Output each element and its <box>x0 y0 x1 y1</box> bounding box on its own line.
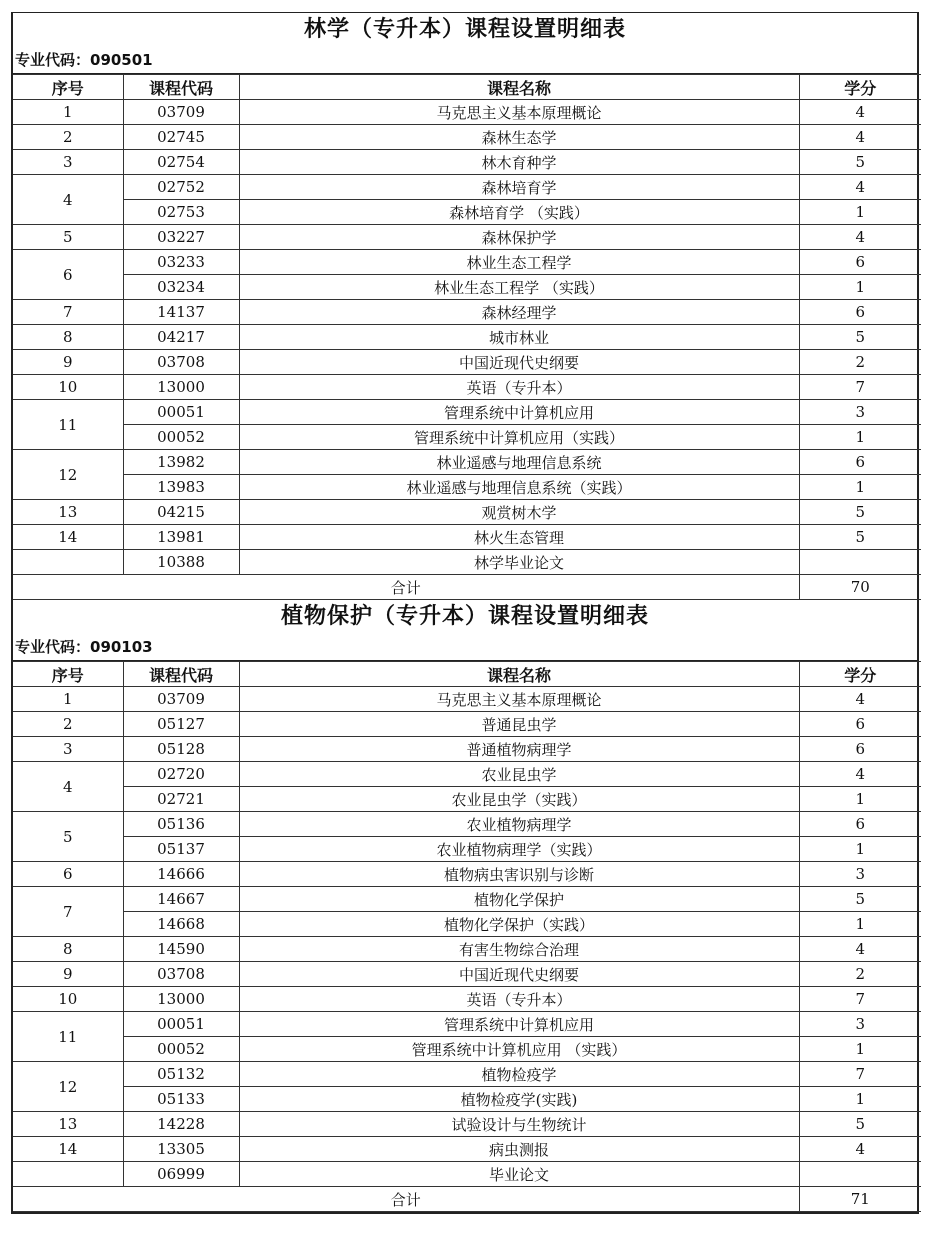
table-row <box>13 225 921 250</box>
course-credit: 4 <box>799 937 921 962</box>
course-name: 中国近现代史纲要 <box>239 350 799 375</box>
course-code: 05136 <box>123 812 239 837</box>
course-name: 管理系统中计算机应用（实践） <box>239 425 799 450</box>
course-code: 04215 <box>123 500 239 525</box>
course-code: 03233 <box>123 250 239 275</box>
course-code: 00051 <box>123 1012 239 1037</box>
course-credit: 4 <box>799 762 921 787</box>
course-code: 13982 <box>123 450 239 475</box>
course-name: 观赏树木学 <box>239 500 799 525</box>
course-credit: 1 <box>799 475 921 500</box>
row-number: 4 <box>13 762 123 812</box>
course-name: 森林经理学 <box>239 300 799 325</box>
row-number: 12 <box>13 1062 123 1112</box>
course-credit: 6 <box>799 812 921 837</box>
column-header: 课程名称 <box>239 662 799 687</box>
column-header: 序号 <box>13 75 123 100</box>
table-row <box>13 200 921 225</box>
course-code: 14590 <box>123 937 239 962</box>
row-number: 7 <box>13 887 123 937</box>
course-table <box>13 661 921 1212</box>
course-credit: 6 <box>799 450 921 475</box>
course-credit: 6 <box>799 712 921 737</box>
course-credit: 5 <box>799 500 921 525</box>
course-name: 农业昆虫学（实践） <box>239 787 799 812</box>
table-row <box>13 550 921 575</box>
course-credit: 4 <box>799 175 921 200</box>
course-name: 植物病虫害识别与诊断 <box>239 862 799 887</box>
table-row <box>13 400 921 425</box>
table-row <box>13 737 921 762</box>
table-row <box>13 962 921 987</box>
course-code: 03709 <box>123 100 239 125</box>
row-number: 2 <box>13 125 123 150</box>
course-code: 04217 <box>123 325 239 350</box>
course-code: 02721 <box>123 787 239 812</box>
course-name: 林学毕业论文 <box>239 550 799 575</box>
course-credit: 3 <box>799 862 921 887</box>
course-name: 林业遥感与地理信息系统 <box>239 450 799 475</box>
row-number: 9 <box>13 350 123 375</box>
course-table <box>13 74 921 600</box>
table-row <box>13 375 921 400</box>
table-row <box>13 125 921 150</box>
table-row <box>13 1062 921 1087</box>
table-row <box>13 787 921 812</box>
row-number: 12 <box>13 450 123 500</box>
course-credit: 2 <box>799 962 921 987</box>
course-name: 英语（专升本） <box>239 987 799 1012</box>
course-name: 林业遥感与地理信息系统（实践） <box>239 475 799 500</box>
course-code: 06999 <box>123 1162 239 1187</box>
table-row <box>13 937 921 962</box>
table-row <box>13 1162 921 1187</box>
table-row <box>13 475 921 500</box>
table-row <box>13 100 921 125</box>
course-name: 森林生态学 <box>239 125 799 150</box>
course-code: 00052 <box>123 425 239 450</box>
course-code: 02745 <box>123 125 239 150</box>
course-name: 病虫测报 <box>239 1137 799 1162</box>
course-name: 林木育种学 <box>239 150 799 175</box>
course-name: 植物化学保护 <box>239 887 799 912</box>
table-row <box>13 150 921 175</box>
course-code: 03227 <box>123 225 239 250</box>
course-name: 农业昆虫学 <box>239 762 799 787</box>
row-number: 3 <box>13 150 123 175</box>
course-credit: 7 <box>799 1062 921 1087</box>
course-code: 02753 <box>123 200 239 225</box>
course-name: 管理系统中计算机应用 <box>239 1012 799 1037</box>
row-number: 8 <box>13 937 123 962</box>
course-credit: 7 <box>799 987 921 1012</box>
course-code: 13983 <box>123 475 239 500</box>
table-row <box>13 525 921 550</box>
course-credit: 3 <box>799 400 921 425</box>
table-row <box>13 425 921 450</box>
table-row <box>13 1087 921 1112</box>
course-code: 03709 <box>123 687 239 712</box>
table-row <box>13 712 921 737</box>
table-row <box>13 500 921 525</box>
row-number: 2 <box>13 712 123 737</box>
row-number: 1 <box>13 100 123 125</box>
course-code: 00051 <box>123 400 239 425</box>
course-credit: 1 <box>799 912 921 937</box>
course-credit: 1 <box>799 200 921 225</box>
course-name: 马克思主义基本原理概论 <box>239 687 799 712</box>
course-code: 02720 <box>123 762 239 787</box>
course-code: 14667 <box>123 887 239 912</box>
table-row <box>13 862 921 887</box>
table-row <box>13 450 921 475</box>
table-title: 植物保护（专升本）课程设置明细表 <box>280 604 649 629</box>
course-credit: 4 <box>799 125 921 150</box>
table-row <box>13 275 921 300</box>
course-name: 林业生态工程学 （实践） <box>239 275 799 300</box>
table-row <box>13 1037 921 1062</box>
table-row <box>13 350 921 375</box>
course-credit: 5 <box>799 887 921 912</box>
row-number: 6 <box>13 250 123 300</box>
course-name: 林业生态工程学 <box>239 250 799 275</box>
course-name: 英语（专升本） <box>239 375 799 400</box>
table-row <box>13 250 921 275</box>
table-row <box>13 1112 921 1137</box>
course-code: 05128 <box>123 737 239 762</box>
row-number: 14 <box>13 1137 123 1162</box>
total-row <box>13 575 921 600</box>
row-number: 14 <box>13 525 123 550</box>
course-code: 14137 <box>123 300 239 325</box>
row-number: 13 <box>13 1112 123 1137</box>
header-row <box>13 662 921 687</box>
total-row <box>13 1187 921 1212</box>
course-name: 农业植物病理学 <box>239 812 799 837</box>
course-code: 13000 <box>123 987 239 1012</box>
course-name: 毕业论文 <box>239 1162 799 1187</box>
table-row <box>13 987 921 1012</box>
row-number: 7 <box>13 300 123 325</box>
course-name: 林火生态管理 <box>239 525 799 550</box>
course-name: 城市林业 <box>239 325 799 350</box>
course-credit: 4 <box>799 687 921 712</box>
table-row <box>13 687 921 712</box>
row-number: 8 <box>13 325 123 350</box>
course-credit: 1 <box>799 275 921 300</box>
table-row <box>13 762 921 787</box>
course-code: 03708 <box>123 350 239 375</box>
course-credit <box>799 1162 921 1187</box>
course-name: 试验设计与生物统计 <box>239 1112 799 1137</box>
table-row <box>13 812 921 837</box>
course-name: 森林培育学 <box>239 175 799 200</box>
course-table-section <box>13 13 917 600</box>
course-code: 05137 <box>123 837 239 862</box>
course-credit: 7 <box>799 375 921 400</box>
course-code: 05133 <box>123 1087 239 1112</box>
course-name: 森林保护学 <box>239 225 799 250</box>
course-credit: 1 <box>799 787 921 812</box>
course-name: 中国近现代史纲要 <box>239 962 799 987</box>
table-title: 林学（专升本）课程设置明细表 <box>303 17 626 42</box>
row-number <box>13 1162 123 1187</box>
course-code: 14668 <box>123 912 239 937</box>
row-number: 5 <box>13 225 123 250</box>
column-header: 序号 <box>13 662 123 687</box>
total-label: 合计 <box>13 575 799 600</box>
column-header: 课程名称 <box>239 75 799 100</box>
table-row <box>13 300 921 325</box>
row-number: 4 <box>13 175 123 225</box>
course-credit: 3 <box>799 1012 921 1037</box>
table-row <box>13 175 921 200</box>
row-number: 3 <box>13 737 123 762</box>
course-name: 森林培育学 （实践） <box>239 200 799 225</box>
major-code: 专业代码：090103 <box>13 634 917 661</box>
column-header: 学分 <box>799 662 921 687</box>
course-code: 14228 <box>123 1112 239 1137</box>
course-name: 植物检疫学 <box>239 1062 799 1087</box>
table-row <box>13 1137 921 1162</box>
row-number <box>13 550 123 575</box>
course-code: 13000 <box>123 375 239 400</box>
column-header: 课程代码 <box>123 662 239 687</box>
column-header: 课程代码 <box>123 75 239 100</box>
row-number: 9 <box>13 962 123 987</box>
total-label: 合计 <box>13 1187 799 1212</box>
course-credit: 5 <box>799 525 921 550</box>
course-code: 02752 <box>123 175 239 200</box>
course-credit: 5 <box>799 150 921 175</box>
course-name: 农业植物病理学（实践） <box>239 837 799 862</box>
course-credit: 2 <box>799 350 921 375</box>
course-code: 13305 <box>123 1137 239 1162</box>
course-code: 03234 <box>123 275 239 300</box>
course-code: 14666 <box>123 862 239 887</box>
course-credit: 1 <box>799 425 921 450</box>
table-row <box>13 325 921 350</box>
course-code: 00052 <box>123 1037 239 1062</box>
row-number: 11 <box>13 400 123 450</box>
course-credit: 5 <box>799 325 921 350</box>
row-number: 5 <box>13 812 123 862</box>
row-number: 10 <box>13 987 123 1012</box>
course-credit: 4 <box>799 100 921 125</box>
course-name: 普通植物病理学 <box>239 737 799 762</box>
course-credit: 6 <box>799 300 921 325</box>
course-code: 05127 <box>123 712 239 737</box>
course-code: 05132 <box>123 1062 239 1087</box>
course-credit: 1 <box>799 1037 921 1062</box>
course-name: 普通昆虫学 <box>239 712 799 737</box>
course-credit: 1 <box>799 1087 921 1112</box>
course-credit: 4 <box>799 225 921 250</box>
course-name: 马克思主义基本原理概论 <box>239 100 799 125</box>
major-code: 专业代码：090501 <box>13 47 917 74</box>
course-sheet <box>11 12 919 1214</box>
column-header: 学分 <box>799 75 921 100</box>
row-number: 13 <box>13 500 123 525</box>
course-name: 植物检疫学(实践) <box>239 1087 799 1112</box>
course-name: 植物化学保护（实践） <box>239 912 799 937</box>
course-code: 03708 <box>123 962 239 987</box>
course-code: 10388 <box>123 550 239 575</box>
table-row <box>13 887 921 912</box>
total-credit: 70 <box>799 575 921 600</box>
table-row <box>13 912 921 937</box>
course-name: 有害生物综合治理 <box>239 937 799 962</box>
row-number: 11 <box>13 1012 123 1062</box>
row-number: 10 <box>13 375 123 400</box>
total-credit: 71 <box>799 1187 921 1212</box>
header-row <box>13 75 921 100</box>
course-code: 02754 <box>123 150 239 175</box>
course-credit: 4 <box>799 1137 921 1162</box>
course-credit: 1 <box>799 837 921 862</box>
course-name: 管理系统中计算机应用 <box>239 400 799 425</box>
table-row <box>13 1012 921 1037</box>
course-table-section <box>13 600 917 1214</box>
course-code: 13981 <box>123 525 239 550</box>
row-number: 6 <box>13 862 123 887</box>
course-name: 管理系统中计算机应用 （实践） <box>239 1037 799 1062</box>
course-credit: 6 <box>799 250 921 275</box>
course-credit: 5 <box>799 1112 921 1137</box>
course-credit <box>799 550 921 575</box>
row-number: 1 <box>13 687 123 712</box>
table-row <box>13 837 921 862</box>
course-credit: 6 <box>799 737 921 762</box>
